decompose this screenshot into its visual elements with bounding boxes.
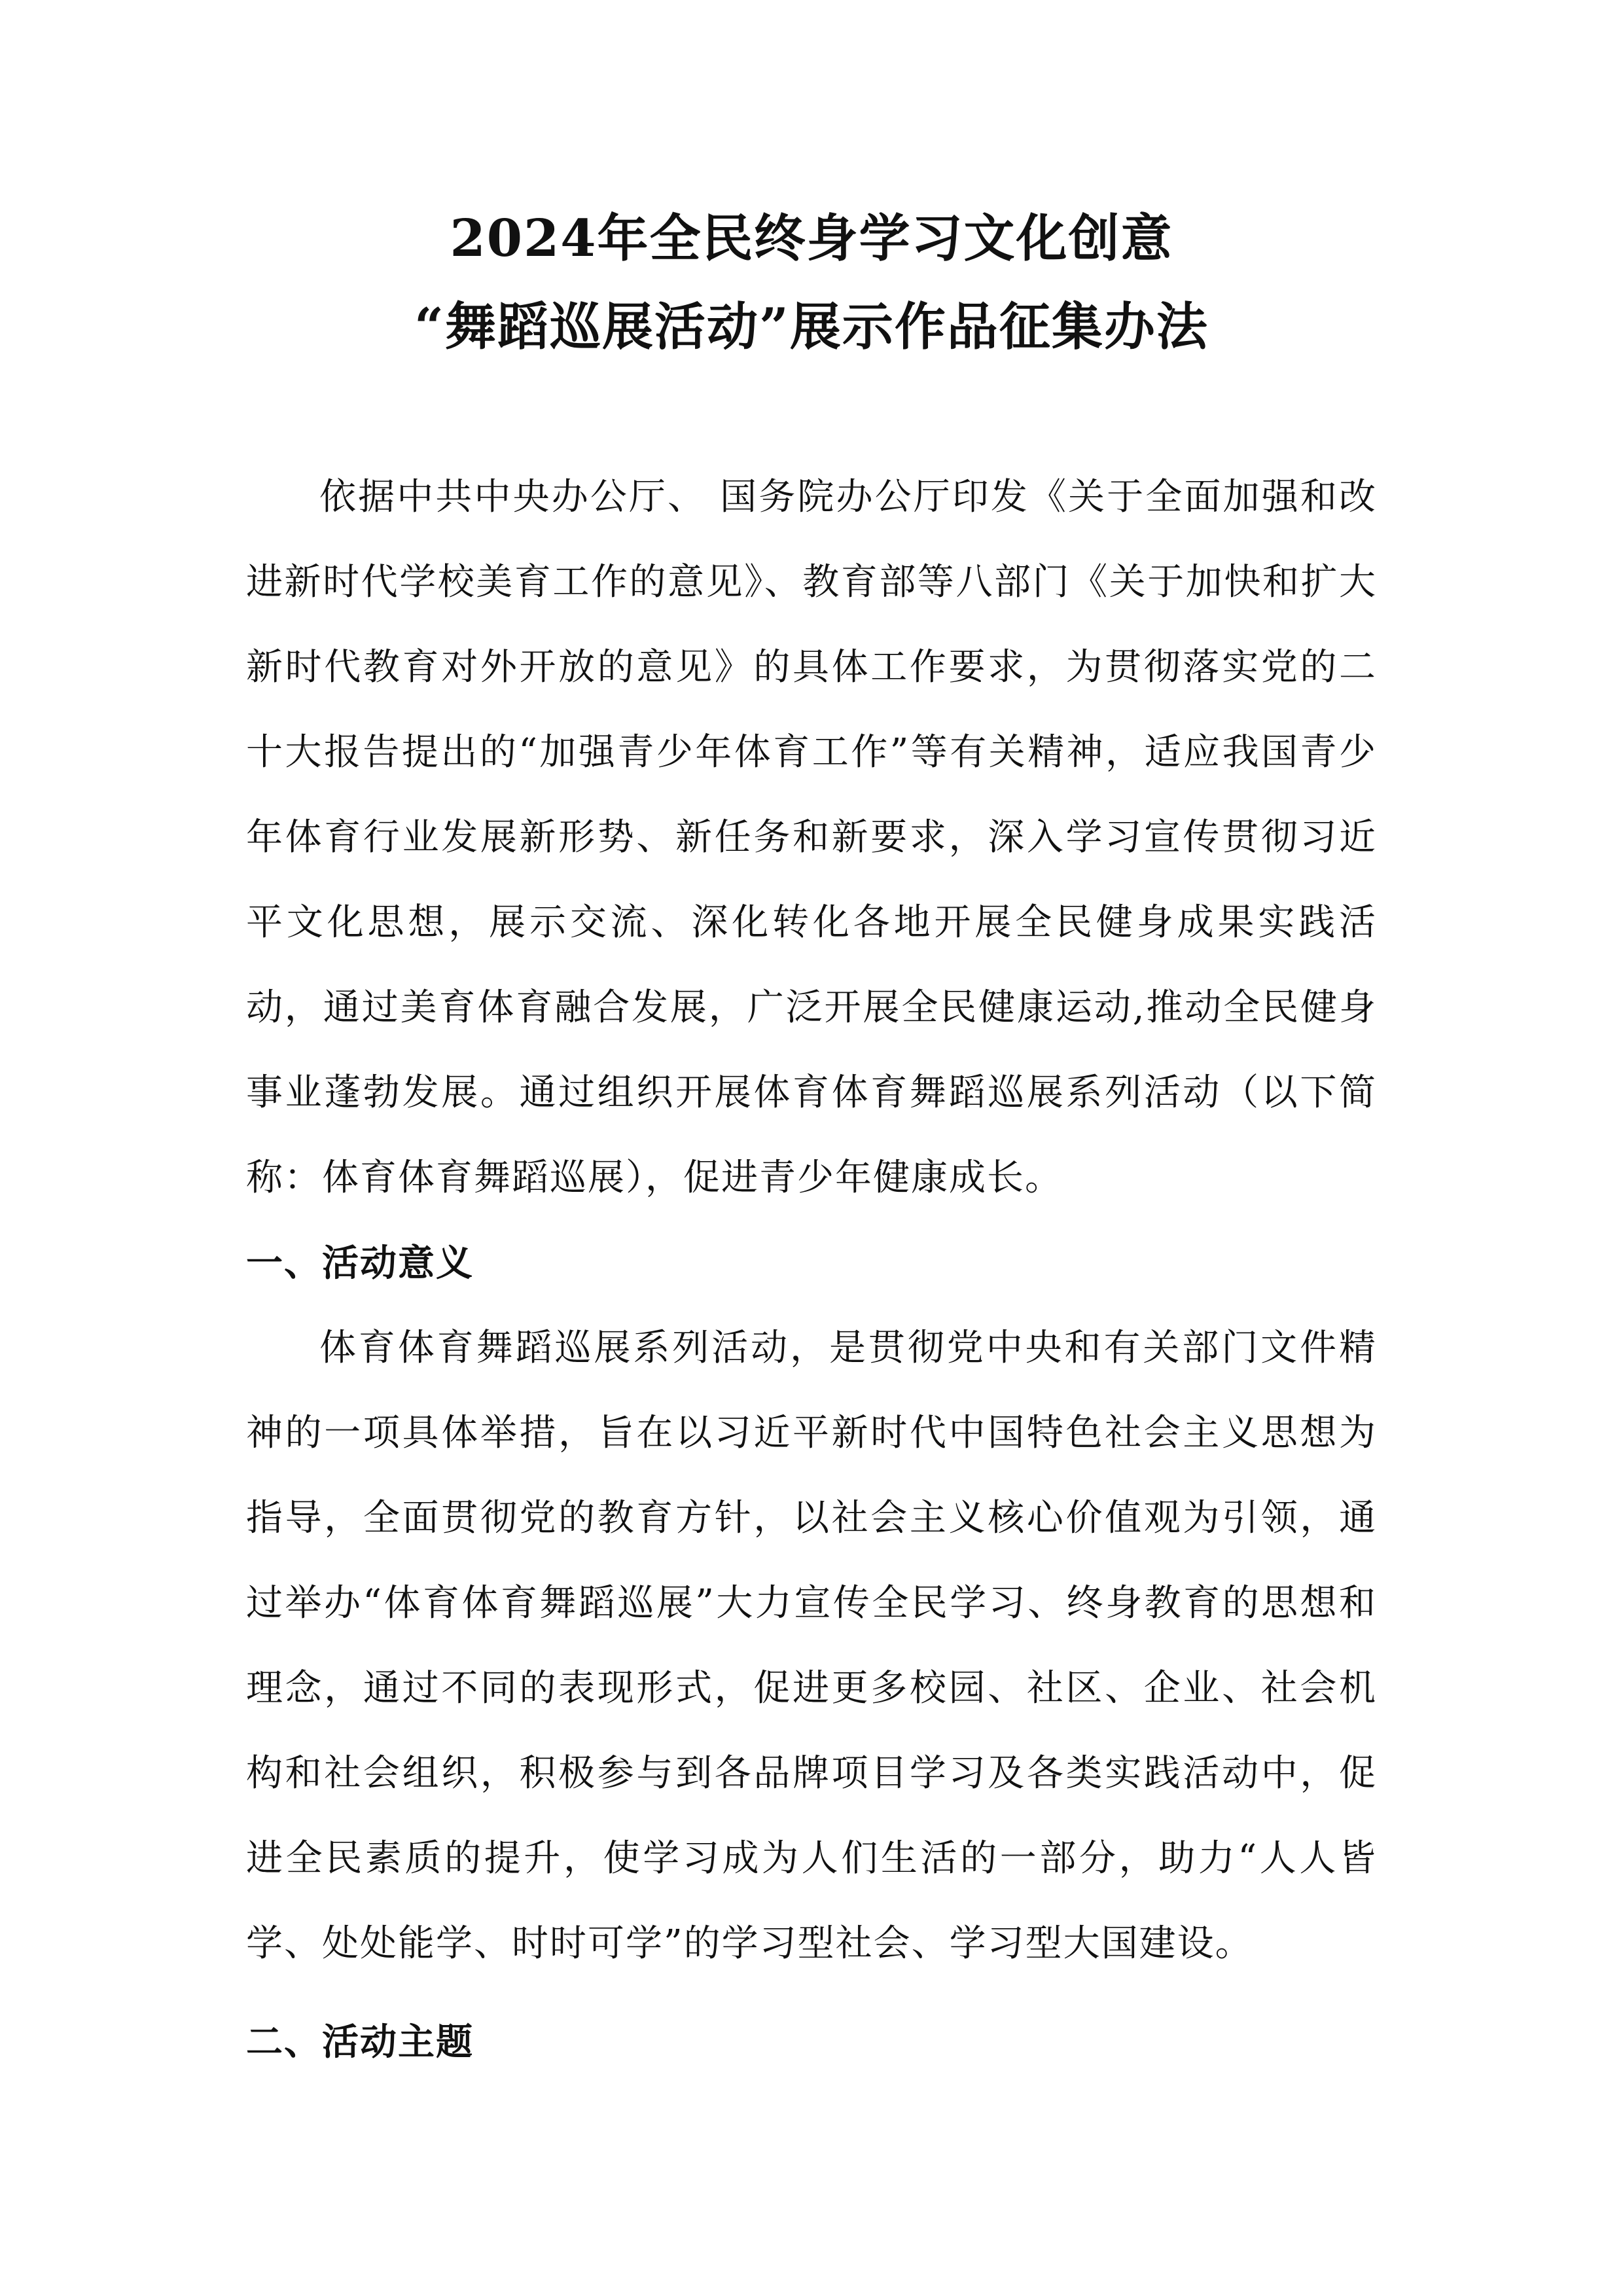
section-heading-significance: 一、活动意义	[246, 1242, 474, 1285]
section-heading-theme: 二、活动主题	[246, 2020, 474, 2064]
significance-paragraph: 体育体育舞蹈巡展系列活动，是贯彻党中央和有关部门文件精神的一项具体举措，旨在以习近平新时代中国特色社会主义思想为指导，全面贯彻党的教育方针，以社会主义核心价值观为引领，通过举办“体育体育舞蹈巡展”大力宣传全民学习、终身教育的思想和理念，通过不同的表现形式，促进更多校园、社区、企业、社会机构和社会组织，积极参与到各品牌项目学习及各类实践活动中，促进全民素质的提升，使学习成为人们生活的一部分，助力“人人皆学、处处能学、时时可学”的学习型社会、学习型大国建设。	[246, 1327, 1377, 1965]
document-title-line1: 2024年全民终身学习文化创意	[450, 209, 1173, 268]
intro-paragraph: 依据中共中央办公厅、 国务院办公厅印发《关于全面加强和改进新时代学校美育工作的意见》、教育部等八部门《关于加快和扩大新时代教育对外开放的意见》的具体工作要求，为贯彻落实党的二十大报告提出的“加强青少年体育工作”等有关精神，适应我国青少年体育行业发展新形势、新任务和新要求，深入学习宣传贯彻习近平文化思想，展示交流、深化转化各地开展全民健身成果实践活动，通过美育体育融合发展，广泛开展全民健康运动,推动全民健身事业蓬勃发展。通过组织开展体育体育舞蹈巡展系列活动（以下简称：体育体育舞蹈巡展），促进青少年健康成长。	[246, 476, 1377, 1199]
document-title-line2: “舞蹈巡展活动”展示作品征集办法	[414, 297, 1209, 357]
